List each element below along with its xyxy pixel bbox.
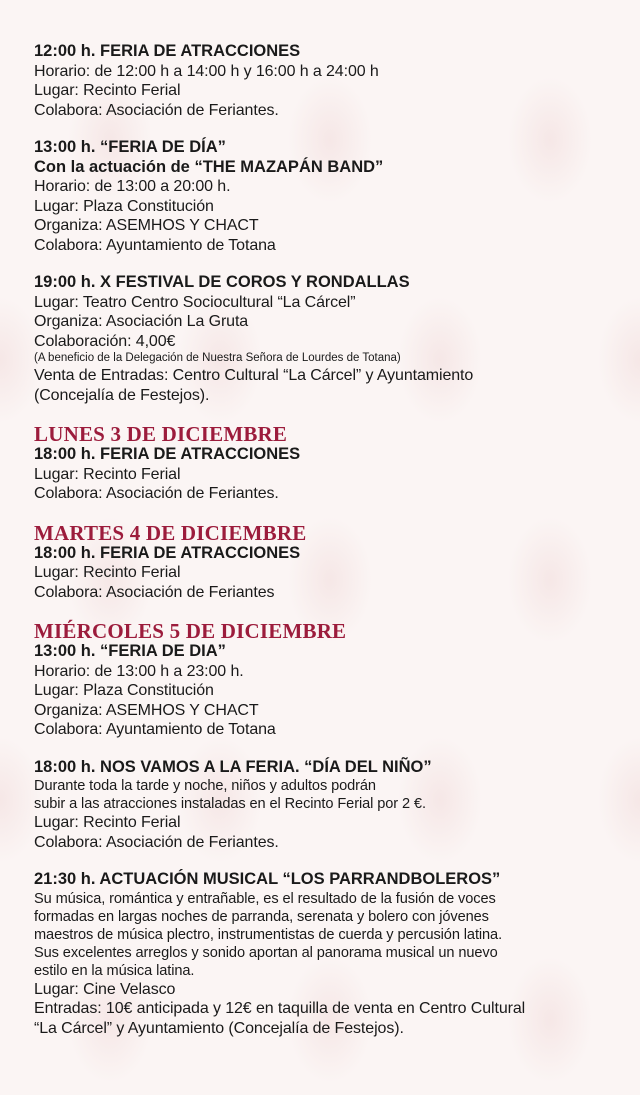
event-schedule: Horario: de 13:00 h a 23:00 h. (34, 662, 244, 680)
event-dia-del-nino (34, 758, 634, 853)
event-description: formadas en largas noches de parranda, serenata y bolero con jóvenes (34, 908, 489, 925)
event-feria-de-dia (34, 138, 634, 255)
event-schedule: Horario: de 12:00 h a 14:00 h y 16:00 h a 24:00 h (34, 62, 379, 80)
event-note: (A beneficio de la Delegación de Nuestra Señora de Lourdes de Totana) (34, 352, 401, 364)
event-feria-atracciones-1200 (34, 42, 634, 120)
event-festival-coros (34, 273, 634, 405)
event-tickets: Venta de Entradas: Centro Cultural “La Cárcel” y Ayuntamiento (34, 367, 474, 384)
event-location: Lugar: Recinto Ferial (34, 814, 181, 831)
day-title: LUNES 3 DE DICIEMBRE (34, 422, 288, 446)
event-subheading: Con la actuación de “THE MAZAPÁN BAND” (34, 157, 384, 176)
event-location: Lugar: Recinto Ferial (34, 564, 181, 581)
event-location: Lugar: Plaza Constitución (34, 197, 214, 215)
event-heading: 19:00 h. X FESTIVAL DE COROS Y RONDALLAS (34, 273, 410, 291)
event-organizer: Organiza: ASEMHOS Y CHACT (34, 217, 259, 234)
event-collaborator: Colabora: Asociación de Feriantes (34, 583, 275, 601)
event-collaborator: Colabora: Asociación de Feriantes. (34, 101, 279, 119)
event-description: Su música, romántica y entrañable, es el resultado de la fusión de voces (34, 890, 496, 907)
event-heading: 13:00 h. “FERIA DE DIA” (34, 642, 226, 660)
day-miercoles-5 (34, 620, 634, 740)
program-content (34, 42, 634, 1056)
day-title: MIÉRCOLES 5 DE DICIEMBRE (34, 619, 347, 643)
event-collaborator: Colabora: Asociación de Feriantes. (34, 485, 279, 502)
event-location: Lugar: Teatro Centro Sociocultural “La Cárcel” (34, 293, 356, 311)
event-heading: 18:00 h. FERIA DE ATRACCIONES (34, 543, 301, 562)
event-heading: 18:00 h. NOS VAMOS A LA FERIA. “DÍA DEL NIÑO” (34, 757, 432, 776)
event-organizer: Organiza: ASEMHOS Y CHACT (34, 701, 259, 719)
event-collaborator: Colabora: Ayuntamiento de Totana (34, 721, 276, 738)
event-price: Colaboración: 4,00€ (34, 332, 176, 350)
day-title: MARTES 4 DE DICIEMBRE (34, 520, 307, 545)
event-parrandboleros (34, 870, 634, 1038)
event-tickets: Entradas: 10€ anticipada y 12€ en taquilla de venta en Centro Cultural (34, 1000, 526, 1017)
event-heading: 18:00 h. FERIA DE ATRACCIONES (34, 445, 301, 463)
event-description: estilo en la música latina. (34, 962, 195, 979)
event-description-cont: subir a las atracciones instaladas en el Recinto Ferial por 2 €. (34, 796, 426, 812)
event-organizer: Organiza: Asociación La Gruta (34, 313, 249, 330)
event-heading: 21:30 h. ACTUACIÓN MUSICAL “LOS PARRANDBOLEROS” (34, 870, 501, 888)
event-location: Lugar: Recinto Ferial (34, 465, 181, 483)
event-location: Lugar: Plaza Constitución (34, 682, 214, 699)
event-description: Sus excelentes arreglos y sonido aportan al panorama musical un nuevo (34, 944, 498, 961)
event-description: Durante toda la tarde y noche, niños y adultos podrán (34, 778, 376, 794)
event-heading: 12:00 h. FERIA DE ATRACCIONES (34, 42, 301, 60)
event-heading: 13:00 h. “FERIA DE DÍA” (34, 138, 226, 156)
event-tickets-cont: “La Cárcel” y Ayuntamiento (Concejalía de Festejos). (34, 1019, 404, 1037)
event-location: Lugar: Cine Velasco (34, 980, 176, 998)
event-description: maestros de música plectro, instrumentistas de cuerda y percusión latina. (34, 926, 503, 943)
day-martes-4 (34, 522, 634, 603)
day-lunes-3 (34, 423, 634, 504)
event-location: Lugar: Recinto Ferial (34, 82, 181, 99)
event-collaborator: Colabora: Ayuntamiento de Totana (34, 236, 276, 254)
event-tickets-cont: (Concejalía de Festejos). (34, 386, 210, 404)
event-schedule: Horario: de 13:00 a 20:00 h. (34, 178, 231, 195)
event-collaborator: Colabora: Asociación de Feriantes. (34, 833, 279, 851)
